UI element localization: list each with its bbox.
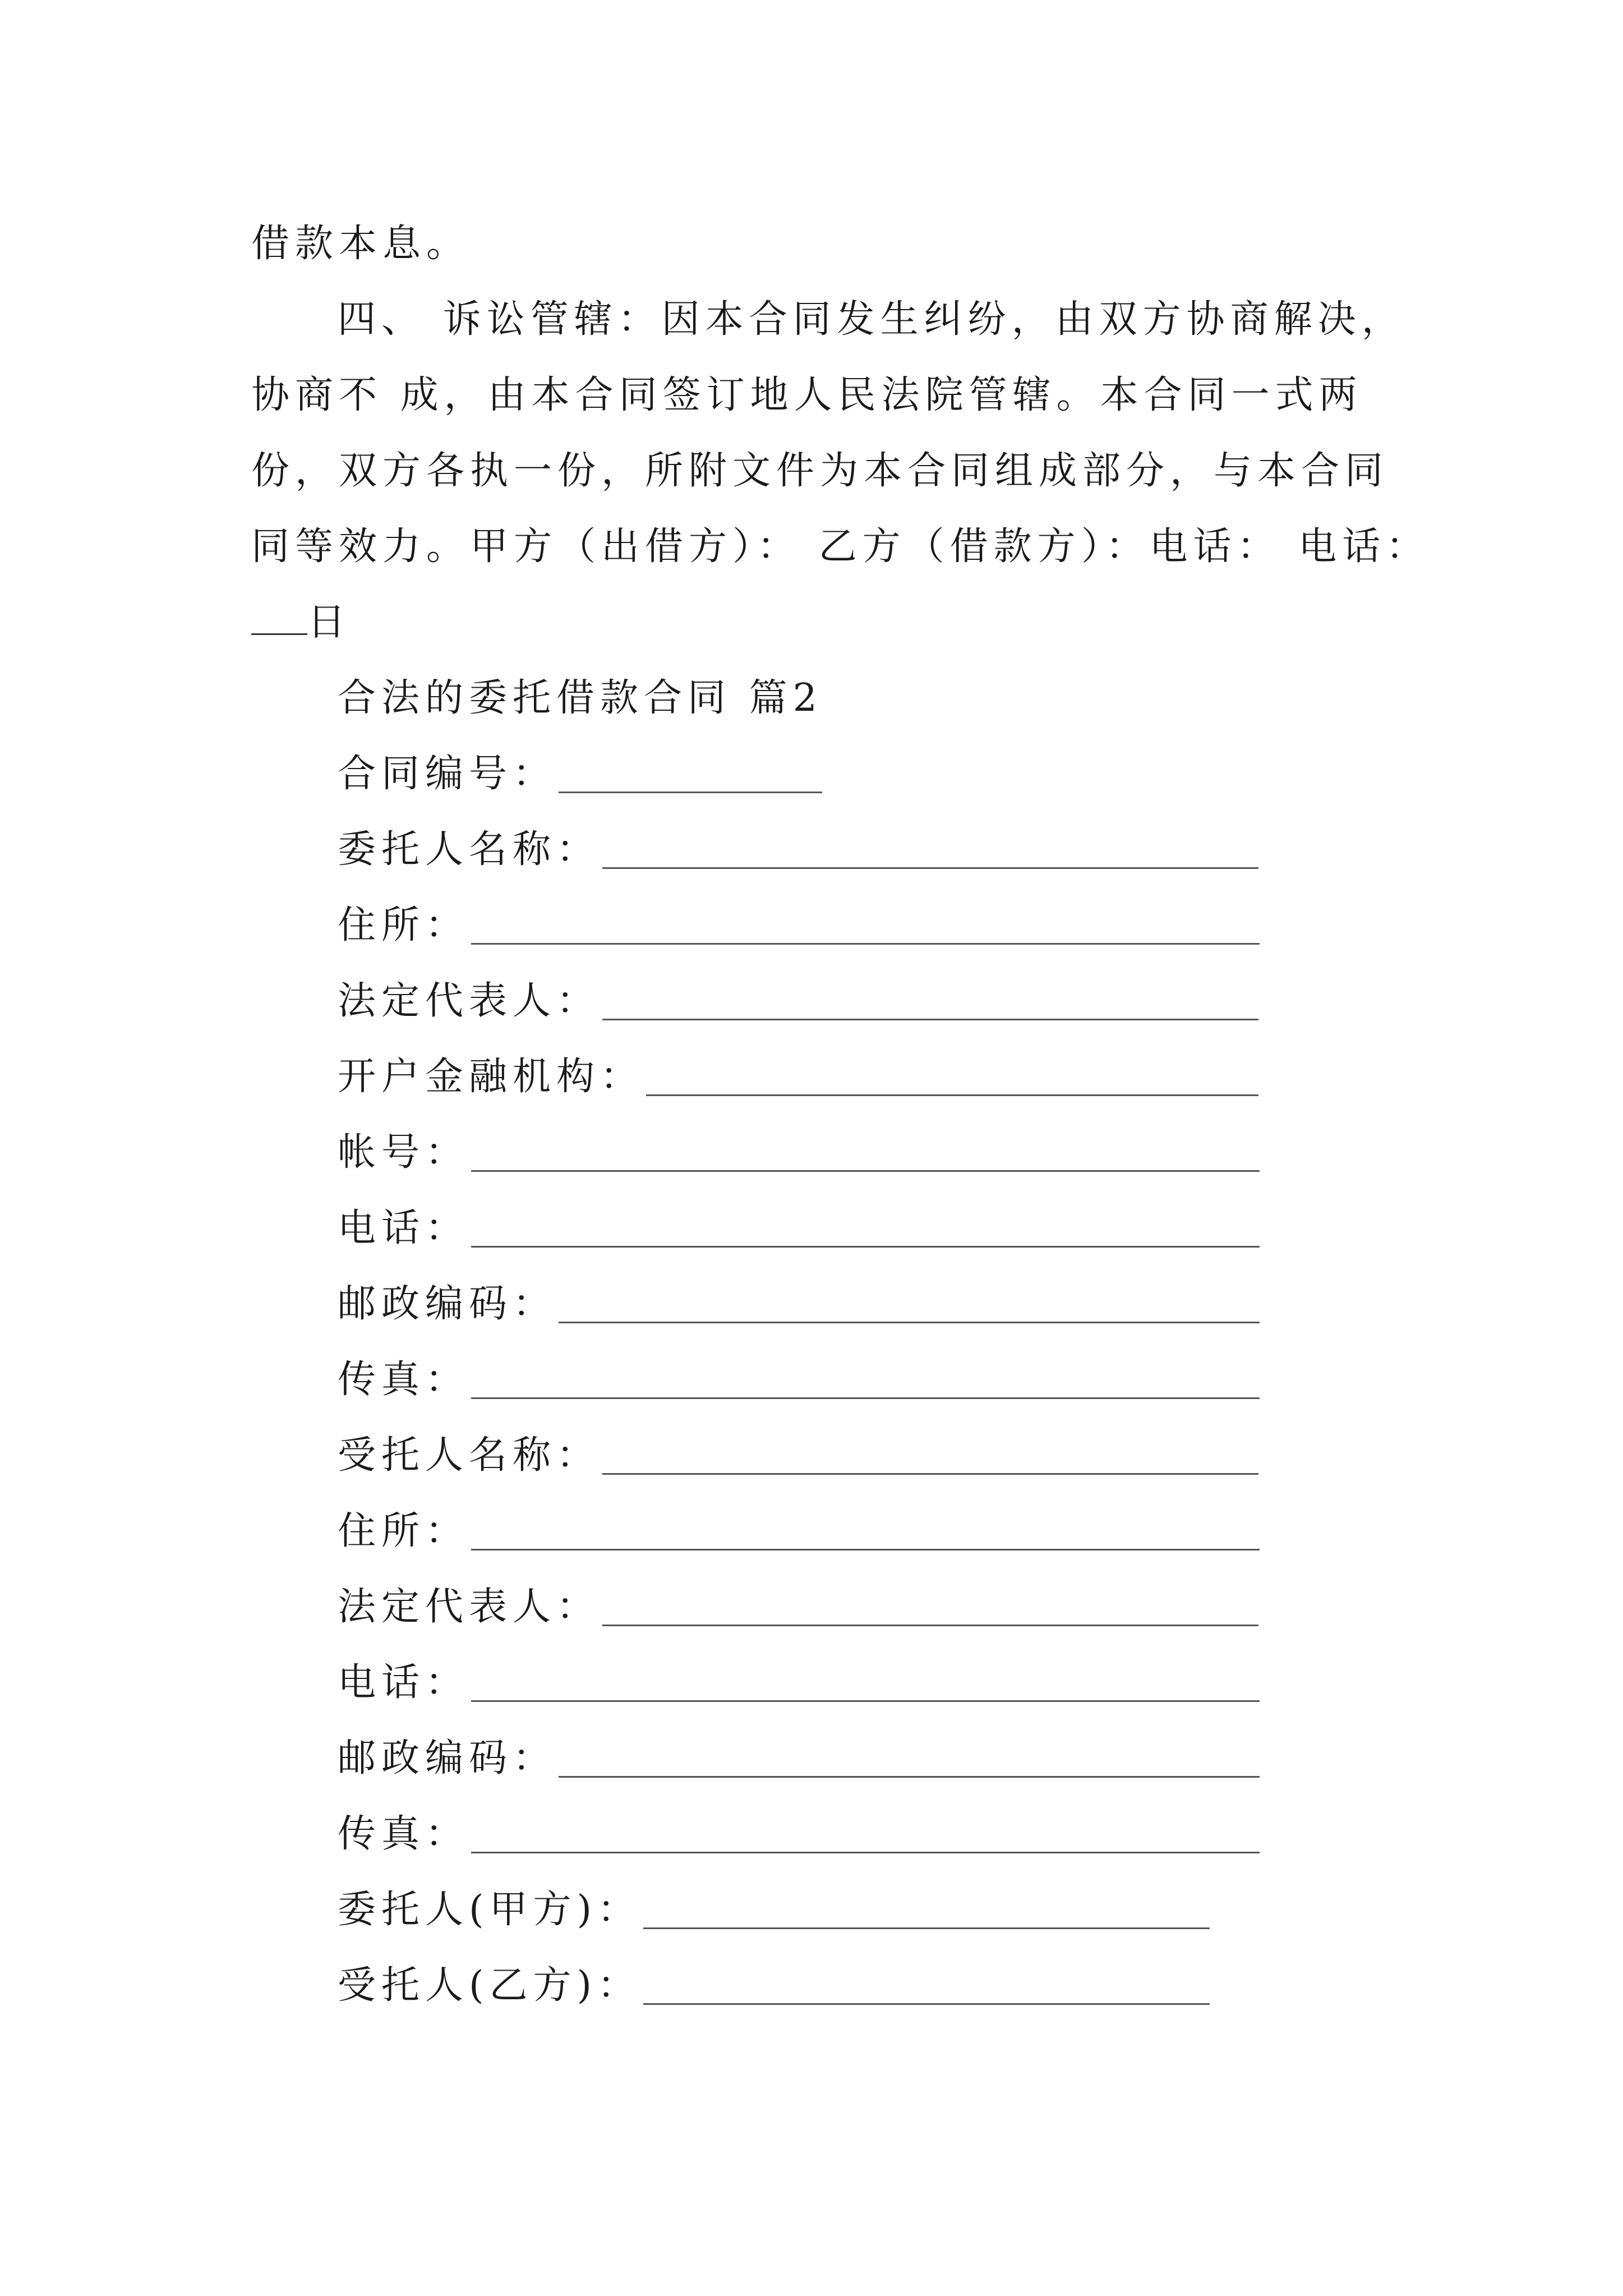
field-label: 开户金融机构： xyxy=(338,1055,644,1099)
paragraph-line: 四、 诉讼管辖：因本合同发生纠纷，由双方协商解决， xyxy=(338,297,1405,342)
field-label: 委托人名称： xyxy=(338,827,601,872)
field-label: 受托人(乙方)： xyxy=(338,1963,642,2008)
field-label: 受托人名称： xyxy=(338,1433,601,1478)
trustee-address-row xyxy=(338,1503,1260,1559)
party-a-row xyxy=(338,1882,1210,1938)
field-label: 委托人(甲方)： xyxy=(338,1888,642,1932)
field-label: 传真： xyxy=(338,1812,469,1856)
field-label: 合同编号： xyxy=(338,752,557,796)
trustee-name-row xyxy=(338,1428,1258,1484)
field-blank xyxy=(602,1596,1258,1626)
field-label: 邮政编码： xyxy=(338,1736,557,1780)
field-blank xyxy=(559,1748,1260,1778)
signature-blank xyxy=(643,1975,1210,2005)
entrustor-phone-row xyxy=(338,1200,1260,1257)
field-label: 电话： xyxy=(338,1660,469,1705)
entrustor-postcode-row xyxy=(338,1276,1260,1332)
field-label: 住所： xyxy=(338,1509,469,1553)
entrustor-name-row xyxy=(338,822,1258,878)
date-line xyxy=(251,595,351,651)
field-blank xyxy=(471,1369,1260,1399)
signature-blank xyxy=(643,1899,1210,1929)
field-label: 邮政编码： xyxy=(338,1282,557,1326)
field-blank xyxy=(471,1672,1260,1702)
field-blank xyxy=(646,1066,1258,1096)
field-blank xyxy=(559,1294,1260,1323)
trustee-phone-row xyxy=(338,1655,1260,1711)
paragraph-line: 同等效力。甲方（出借方）： 乙方（借款方）：电话： 电话： xyxy=(251,524,1430,569)
field-blank xyxy=(471,1142,1260,1172)
field-label: 传真： xyxy=(338,1358,469,1402)
paragraph-line: 协商不 成，由本合同签订地人民法院管辖。本合同一式两 xyxy=(251,373,1363,417)
entrustor-fax-row xyxy=(338,1352,1260,1408)
section-title: 合法的委托借款合同 篇2 xyxy=(338,676,823,720)
field-label: 法定代表人： xyxy=(338,979,601,1023)
paragraph-line: 借款本息。 xyxy=(251,222,471,266)
field-blank xyxy=(471,1521,1260,1550)
entrustor-bank-row xyxy=(338,1049,1258,1105)
field-label: 电话： xyxy=(338,1206,469,1250)
trustee-legal-rep-row xyxy=(338,1579,1258,1635)
field-label: 住所： xyxy=(338,903,469,947)
trustee-fax-row xyxy=(338,1806,1260,1862)
field-blank xyxy=(602,991,1258,1020)
field-blank xyxy=(471,915,1260,945)
field-label: 帐号： xyxy=(338,1130,469,1175)
field-blank xyxy=(471,1824,1260,1853)
entrustor-legal-rep-row xyxy=(338,973,1258,1029)
field-label: 法定代表人： xyxy=(338,1585,601,1629)
entrustor-account-row xyxy=(338,1125,1260,1181)
date-suffix: 日 xyxy=(307,600,352,645)
paragraph-line: 份，双方各执一份，所附文件为本合同组成部分，与本合同 xyxy=(251,449,1389,493)
entrustor-address-row xyxy=(338,898,1260,954)
field-blank xyxy=(602,839,1258,869)
trustee-postcode-row xyxy=(338,1731,1260,1787)
contract-number-blank xyxy=(559,763,822,793)
date-blank xyxy=(251,611,307,635)
contract-number-row xyxy=(338,746,822,802)
party-b-row xyxy=(338,1958,1210,2014)
field-blank xyxy=(471,1218,1260,1248)
field-blank xyxy=(602,1445,1258,1475)
